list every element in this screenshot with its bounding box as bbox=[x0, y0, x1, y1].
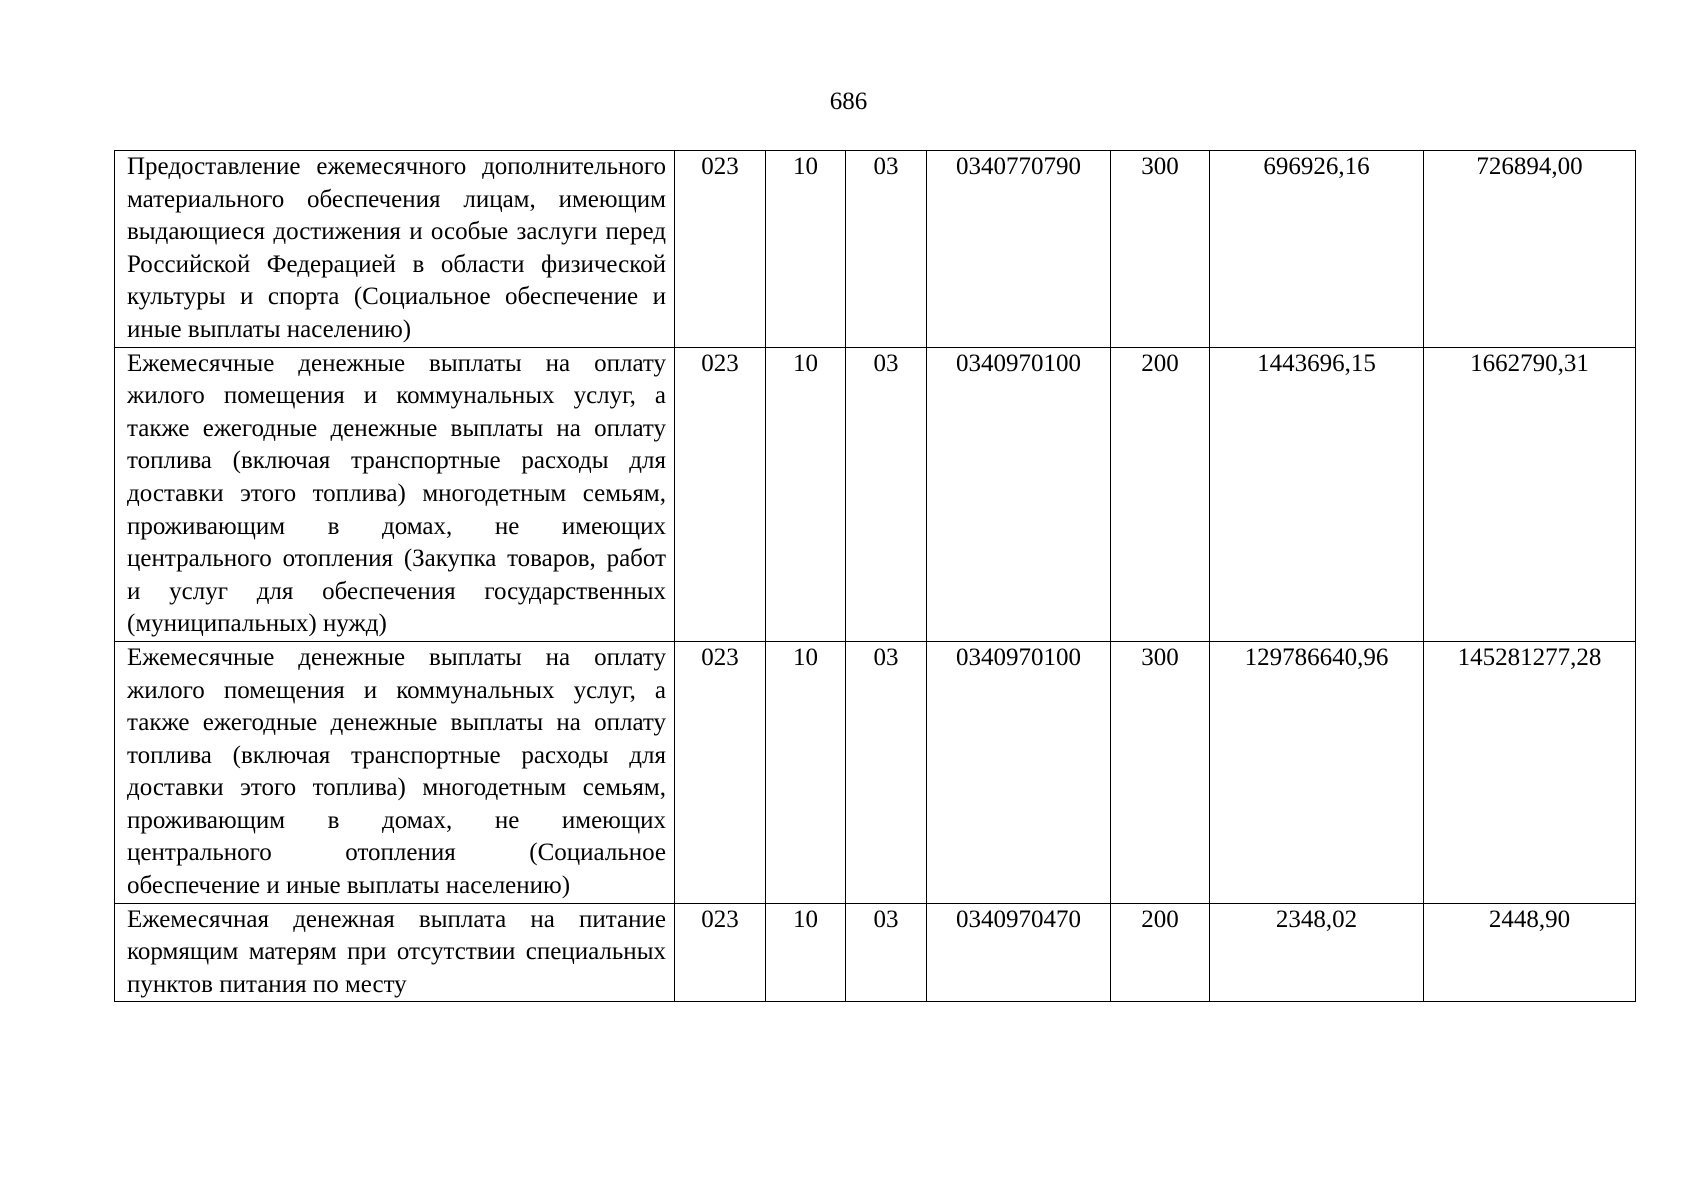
budget-table bbox=[114, 150, 1636, 1002]
row-description: Ежемесячная денежная выплата на питание кормящим матерям при отсутствии специальных пунктов питания по месту bbox=[127, 905, 666, 998]
amount-year-1: 2348,02 bbox=[1210, 903, 1424, 1001]
table-row bbox=[115, 347, 1636, 641]
table-row bbox=[115, 151, 1636, 348]
row-description-cell bbox=[115, 903, 675, 1001]
section-code: 10 bbox=[766, 151, 846, 348]
target-article-code: 0340970470 bbox=[927, 903, 1111, 1001]
target-article-code: 0340970100 bbox=[927, 641, 1111, 903]
subsection-code: 03 bbox=[846, 641, 927, 903]
expense-type-code: 200 bbox=[1111, 347, 1210, 641]
ministry-code: 023 bbox=[675, 347, 766, 641]
page-number: 686 bbox=[829, 88, 868, 115]
amount-year-1: 696926,16 bbox=[1210, 151, 1424, 348]
amount-year-1: 129786640,96 bbox=[1210, 641, 1424, 903]
amount-year-2: 726894,00 bbox=[1424, 151, 1636, 348]
target-article-code: 0340970100 bbox=[927, 347, 1111, 641]
expense-type-code: 300 bbox=[1111, 641, 1210, 903]
subsection-code: 03 bbox=[846, 151, 927, 348]
row-description: Предоставление ежемесячного дополнительного материального обеспечения лицам, имеющим выдающиеся достижения и особые заслуги перед Российской Федерацией в области физической культуры и спорта (Социальное обеспечение и иные выплаты населению) bbox=[115, 151, 675, 348]
ministry-code: 023 bbox=[675, 151, 766, 348]
ministry-code: 023 bbox=[675, 641, 766, 903]
amount-year-2: 2448,90 bbox=[1424, 903, 1636, 1001]
amount-year-2: 145281277,28 bbox=[1424, 641, 1636, 903]
expense-type-code: 300 bbox=[1111, 151, 1210, 348]
section-code: 10 bbox=[766, 347, 846, 641]
section-code: 10 bbox=[766, 641, 846, 903]
row-description: Ежемесячные денежные выплаты на оплату жилого помещения и коммунальных услуг, а также ежегодные денежные выплаты на оплату топлива (включая транспортные расходы для доставки этого топлива) многодетным семьям, проживающим в домах, не имеющих центрального отопления (Закупка товаров, работ и услуг для обеспечения государственных (муниципальных) нужд) bbox=[115, 347, 675, 641]
ministry-code: 023 bbox=[675, 903, 766, 1001]
subsection-code: 03 bbox=[846, 903, 927, 1001]
table-row bbox=[115, 641, 1636, 903]
row-description: Ежемесячные денежные выплаты на оплату жилого помещения и коммунальных услуг, а также ежегодные денежные выплаты на оплату топлива (включая транспортные расходы для доставки этого топлива) многодетным семьям, проживающим в домах, не имеющих центрального отопления (Социальное обеспечение и иные выплаты населению) bbox=[115, 641, 675, 903]
table-row bbox=[115, 903, 1636, 1001]
amount-year-2: 1662790,31 bbox=[1424, 347, 1636, 641]
subsection-code: 03 bbox=[846, 347, 927, 641]
amount-year-1: 1443696,15 bbox=[1210, 347, 1424, 641]
target-article-code: 0340770790 bbox=[927, 151, 1111, 348]
section-code: 10 bbox=[766, 903, 846, 1001]
expense-type-code: 200 bbox=[1111, 903, 1210, 1001]
